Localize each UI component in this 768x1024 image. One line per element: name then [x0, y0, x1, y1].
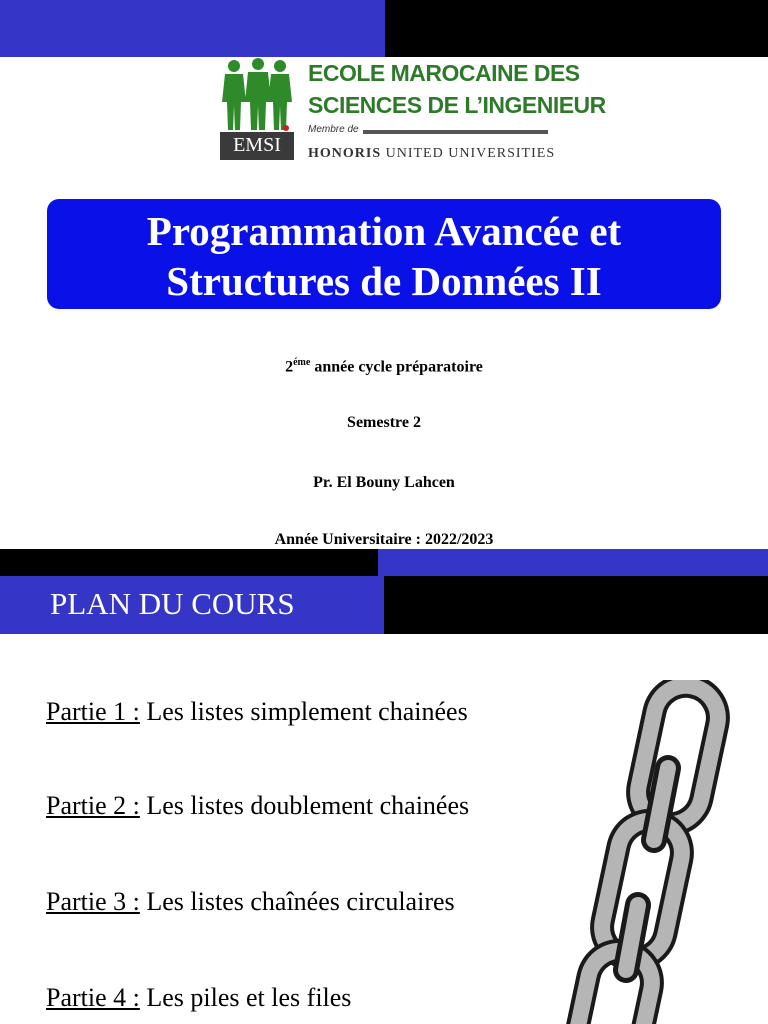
- professor-info: Pr. El Bouny Lahcen: [313, 474, 455, 491]
- year-info: [0, 357, 768, 376]
- logo-line-1: ECOLE MAROCAINE DES: [308, 60, 580, 86]
- title-line-1: Programmation Avancée et: [146, 208, 622, 254]
- top-black-band: [385, 0, 768, 57]
- part-text: Les listes simplement chainées: [139, 697, 468, 726]
- chain-icon: [560, 680, 760, 1024]
- semester-info: Semestre 2: [347, 414, 421, 431]
- plan-header-black: [384, 576, 768, 634]
- logo-line-2: SCIENCES DE L’INGENIEUR: [308, 92, 606, 118]
- year-superscript: éme: [293, 357, 311, 368]
- year-rest: année cycle préparatoire: [310, 358, 483, 376]
- plan-part-4: [46, 983, 351, 1013]
- separator-blue: [378, 549, 768, 576]
- academic-year-info: Année Universitaire : 2022/2023: [274, 531, 494, 548]
- logo-honoris: [308, 146, 555, 162]
- emsi-acronym: EMSI: [233, 134, 281, 156]
- title-box: [47, 199, 721, 309]
- year-number: 2: [285, 358, 294, 376]
- part-text: Les listes chaînées circulaires: [139, 887, 455, 916]
- honoris-rest: UNITED UNIVERSITIES: [385, 146, 556, 161]
- title-line-2: Structures de Données II: [166, 258, 602, 304]
- part-label: Partie 1 :: [46, 697, 140, 726]
- separator-black: [0, 549, 378, 576]
- part-text: Les piles et les files: [139, 983, 352, 1012]
- top-blue-band: [0, 0, 385, 57]
- part-label: Partie 4 :: [46, 983, 140, 1012]
- part-label: Partie 2 :: [46, 791, 140, 820]
- plan-title: PLAN DU COURS: [50, 586, 295, 621]
- plan-part-2: [46, 791, 469, 821]
- logo-member-text: Membre de: [308, 124, 363, 135]
- part-text: Les listes doublement chainées: [139, 791, 470, 820]
- plan-part-3: [46, 887, 455, 917]
- part-label: Partie 3 :: [46, 887, 140, 916]
- emsi-logo: [220, 58, 606, 166]
- honoris-bold: HONORIS: [308, 146, 382, 161]
- plan-part-1: [46, 697, 468, 727]
